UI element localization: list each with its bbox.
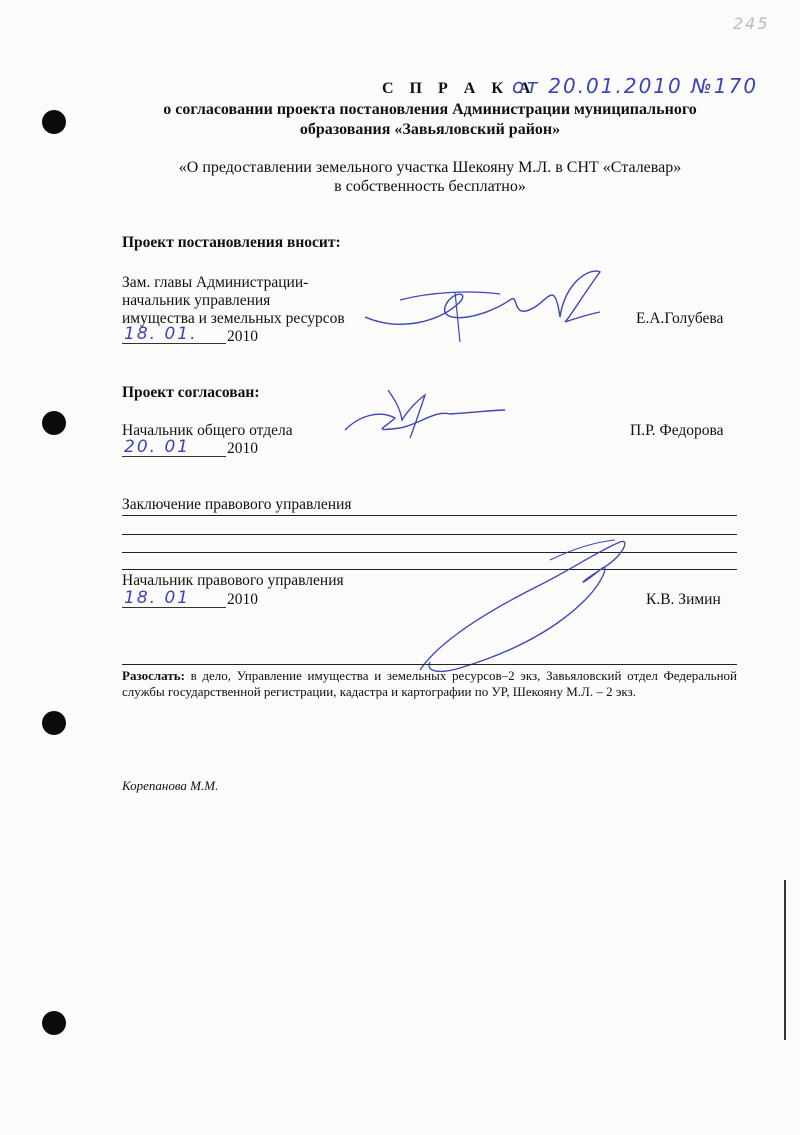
submitter-position-line-1: Зам. главы Администрации-	[122, 274, 309, 291]
scan-edge-mark	[784, 880, 786, 1040]
legal-conclusion-label: Заключение правового управления	[122, 496, 352, 513]
distribution-label: Разослать:	[122, 668, 185, 683]
submitter-name: Е.А.Голубева	[636, 310, 724, 327]
conclusion-line	[122, 515, 737, 516]
decree-title-line-1: «О предоставлении земельного участка Шекояну М.Л. в СНТ «Сталевар»	[178, 159, 682, 176]
date-underline	[122, 343, 226, 344]
signature-fedorova	[340, 380, 510, 440]
punch-hole	[42, 711, 66, 735]
distribution-separator	[122, 664, 737, 665]
approval-date-handwritten: 20. 01	[124, 437, 191, 457]
decree-title-line-2: в собственность бесплатно»	[334, 178, 526, 195]
submitter-position-line-3: имущества и земельных ресурсов	[122, 310, 345, 327]
subtitle-line-2: образования «Завьяловский район»	[299, 121, 561, 138]
date-underline	[122, 456, 226, 457]
signature-zimin	[400, 530, 640, 680]
legal-name: К.В. Зимин	[646, 591, 721, 608]
submitter-date-year: 2010	[227, 328, 258, 345]
signature-golubeva	[360, 262, 610, 352]
submitter-position-line-2: начальник управления	[122, 292, 271, 309]
distribution-list	[122, 668, 737, 700]
handwritten-date-number: от 20.01.2010 №170	[512, 74, 759, 98]
document-author: Корепанова М.М.	[122, 778, 219, 793]
legal-date-handwritten: 18. 01	[124, 588, 191, 608]
approval-date-year: 2010	[227, 440, 258, 457]
approval-name: П.Р. Федорова	[630, 422, 724, 439]
document-title: С П Р А К А	[382, 80, 537, 97]
punch-hole	[42, 110, 66, 134]
subtitle-line-1: о согласовании проекта постановления Администрации муниципального	[163, 101, 697, 118]
punch-hole	[42, 411, 66, 435]
legal-date-year: 2010	[227, 591, 258, 608]
date-underline	[122, 607, 226, 608]
submitter-date-handwritten: 18. 01.	[124, 324, 198, 344]
approval-heading: Проект согласован:	[122, 384, 260, 401]
corner-page-note: 245	[733, 14, 770, 33]
submitter-heading: Проект постановления вносит:	[122, 234, 341, 251]
punch-hole	[42, 1011, 66, 1035]
distribution-text: в дело, Управление имущества и земельных ресурсов–2 экз, Завьяловский отдел Федеральной службы государственной регистрации, кадастра и картографии по УР, Шекояну М.Л. – 2 экз.	[122, 668, 737, 699]
approval-position: Начальник общего отдела	[122, 422, 293, 439]
legal-position: Начальник правового управления	[122, 572, 344, 589]
